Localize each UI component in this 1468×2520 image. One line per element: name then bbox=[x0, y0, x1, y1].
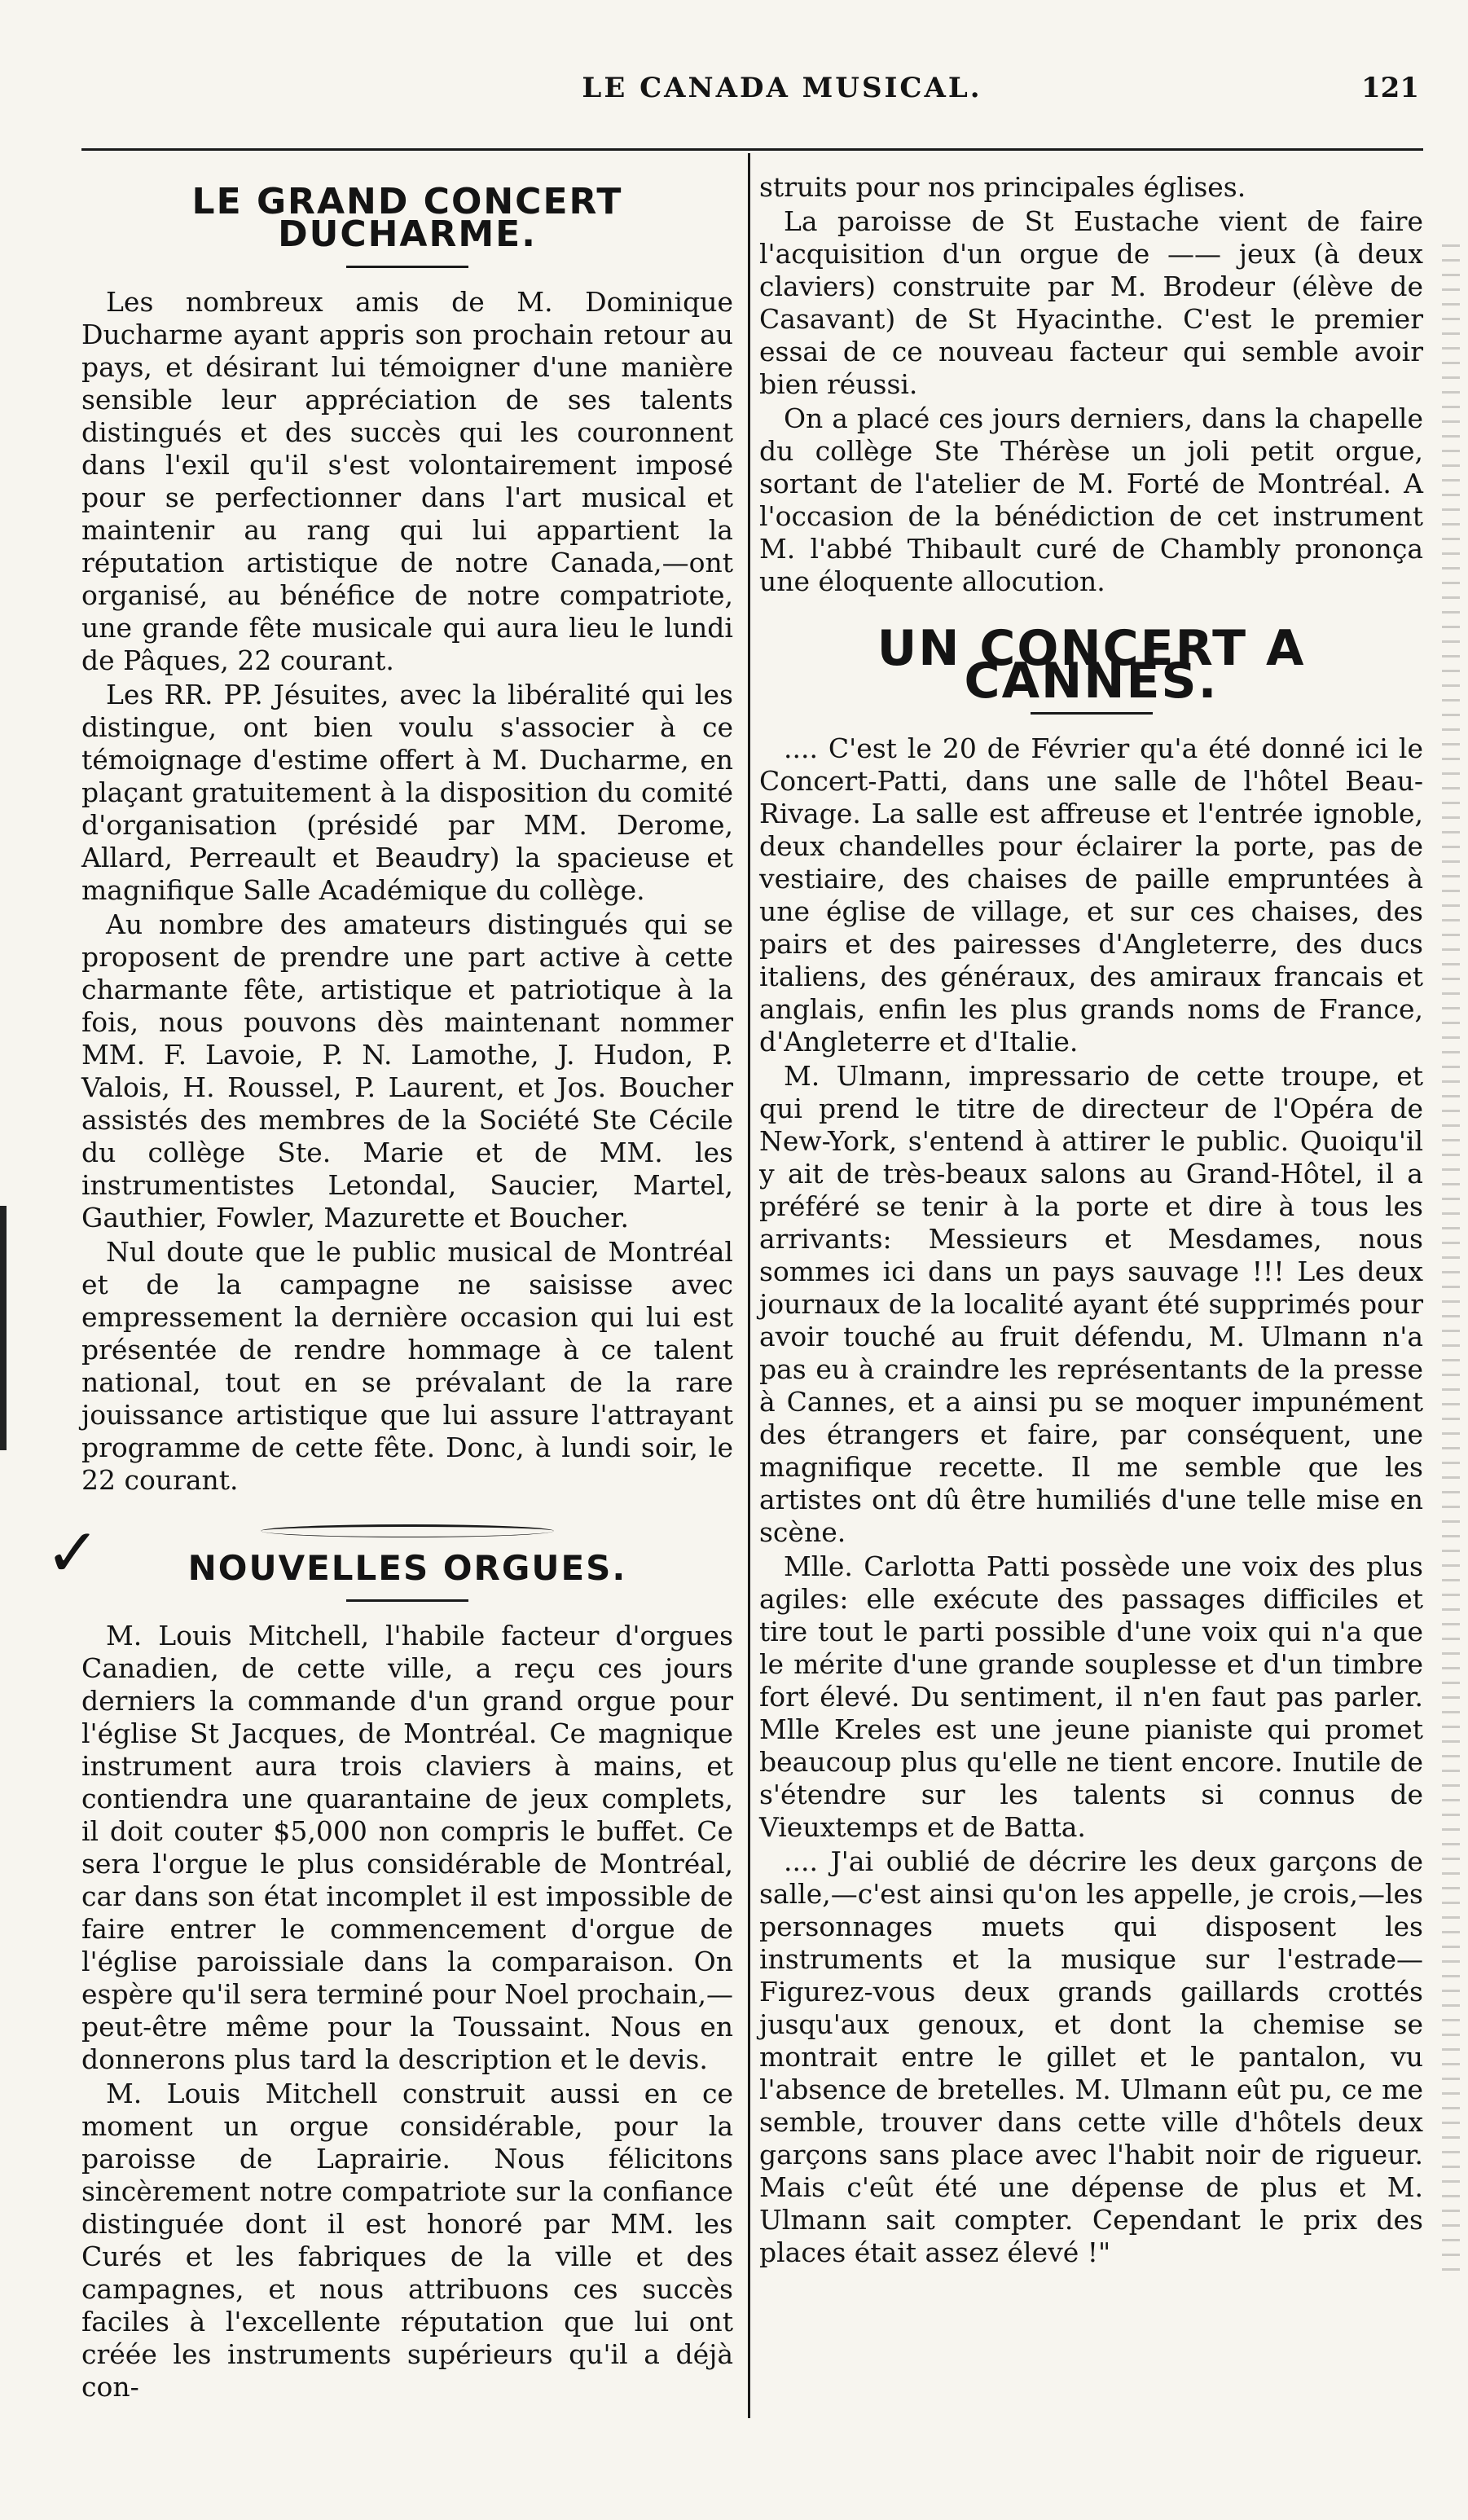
section-ornament-rule bbox=[261, 1524, 554, 1537]
title-rule bbox=[346, 266, 468, 268]
article-paragraph: Au nombre des amateurs distingués qui se proposent de prendre une part active à cette charmante fête, artistique et patriotique à la fois, nous pouvons dès maintenant nommer MM. F. Lavoie, P. N. Lamothe, J. Hudon, P. Valois, H. Roussel, P. Laurent, et Jos. Boucher assistés des membres de la Société Ste Cécile du collège Ste. Marie et de MM. les instrumentistes Letondal, Saucier, Martel, Gauthier, Fowler, Mazurette et Boucher. bbox=[81, 908, 733, 1234]
left-column bbox=[45, 171, 733, 2403]
article-paragraph: Mlle. Carlotta Patti possède une voix des plus agiles: elle exécute des passages difficiles et tire tout le parti possible d'une voix qui n'a que le mérite d'une grande souplesse et d'un timbre fort élevé. Du sentiment, il n'en faut pas parler. Mlle Kreles est une jeune pianiste qui promet beaucoup plus qu'elle ne tient encore. Inutile de s'étendre sur les talents si connus de Vieuxtemps et de Batta. bbox=[759, 1550, 1423, 1843]
article-paragraph: On a placé ces jours derniers, dans la chapelle du collège Ste Thérèse un joli petit orgue, sortant de l'atelier de M. Forté de Montréal. A l'occasion de la bénédiction de cet instrument M. l'abbé Thibault curé de Chambly prononça une éloquente allocution. bbox=[759, 402, 1423, 597]
check-mark-icon: ✓ bbox=[45, 1515, 101, 1592]
article-title-nouvelles-orgues: NOUVELLES ORGUES. bbox=[187, 1548, 627, 1588]
title-rule bbox=[1031, 712, 1153, 715]
column-divider bbox=[748, 153, 750, 2418]
continued-paragraph: struits pour nos principales églises. bbox=[759, 171, 1246, 203]
nouvelles-orgues-heading bbox=[45, 1515, 733, 1592]
running-title: LE CANADA MUSICAL. bbox=[582, 72, 982, 104]
article-paragraph: .... C'est le 20 de Février qu'a été donné ici le Concert-Patti, dans une salle de l'hôtel Beau-Rivage. La salle est affreuse et l'entrée ignoble, deux chandelles pour éclairer la porte, pas de vestiaire, des chaises de paille empruntées à une église de village, et sur ces chaises, des pairs et des pairesses d'Angleterre, des ducs italiens, des généraux, des amiraux francais et anglais, enfin les plus grands noms de France, d'Angleterre et d'Italie. bbox=[759, 732, 1423, 1058]
binding-edge-mark bbox=[0, 1206, 7, 1450]
article-paragraph: Les RR. PP. Jésuites, avec la libéralité qui les distingue, ont bien voulu s'associer à ce témoignage d'estime offert à M. Ducharme, en plaçant gratuitement à la disposition du comité d'organisation (présidé par MM. Derome, Allard, Perreault et Beaudry) la spacieuse et magnifique Salle Académique du collège. bbox=[81, 679, 733, 906]
header-rule bbox=[81, 148, 1423, 151]
article-paragraph: Nul doute que le public musical de Montréal et de la campagne ne saisisse avec empressement la dernière occasion qui lui est présentée de rendre hommage à ce talent national, tout en se prévalant de la rare jouissance artistique que lui assure l'attrayant programme de cette fête. Donc, à lundi soir, le 22 courant. bbox=[81, 1236, 733, 1496]
right-column bbox=[759, 171, 1423, 2403]
article-paragraph: Les nombreux amis de M. Dominique Ducharme ayant appris son prochain retour au pays, et désirant lui témoigner d'une manière sensible leur appréciation de ses talents distingués et des succès qui les couronnent dans l'exil qu'il s'est volontairement imposé pour se perfectionner dans l'art musical et maintenir au rang qui lui appartient la réputation artistique de notre Canada,—ont organisé, au bénéfice de notre compatriote, une grande fête musicale qui aura lieu le lundi de Pâques, 22 courant. bbox=[81, 286, 733, 676]
article-paragraph: M. Louis Mitchell construit aussi en ce moment un orgue considérable, pour la paroisse de Laprairie. Nous félicitons sincèrement notre compatriote sur la confiance distinguée dont il est honoré par MM. les Curés et les fabriques de la ville et des campagnes, et nous attribuons ces succès faciles à l'excellente réputation que lui ont créée les instruments supérieurs qu'il a déjà con- bbox=[81, 2078, 733, 2403]
title-rule bbox=[346, 1599, 468, 1602]
article-title-concert-cannes: UN CONCERT A CANNES. bbox=[877, 620, 1306, 710]
article-paragraph: La paroisse de St Eustache vient de faire l'acquisition d'un orgue de —— jeux (à deux claviers) construite par M. Brodeur (élève de Casavant) de St Hyacinthe. C'est le premier essai de ce nouveau facteur qui semble avoir bien réussi. bbox=[759, 205, 1423, 400]
running-head bbox=[0, 72, 1468, 121]
article-paragraph: M. Ulmann, impressario de cette troupe, et qui prend le titre de directeur de l'Opéra de New-York, s'entend à attirer le public. Quoiqu'il y ait de très-beaux salons au Grand-Hôtel, il a préféré se tenir à la porte et dire à tous les arrivants: Messieurs et Mesdames, nous sommes ici dans un pays sauvage !!! Les deux journaux de la localité ayant été supprimés pour avoir touché au fruit défendu, M. Ulmann n'a pas eu à craindre les représentants de la presse à Cannes, et a ainsi pu se moquer impunément des étrangers et faire, par conséquent, une magnifique recette. Il me semble que les artistes ont dû être humiliés d'une telle mise en scène. bbox=[759, 1060, 1423, 1548]
page-number: 121 bbox=[1361, 72, 1419, 104]
article-paragraph: M. Louis Mitchell, l'habile facteur d'orgues Canadien, de cette ville, a reçu ces jours derniers la commande d'un grand orgue pour l'église St Jacques, de Montréal. Ce magnique instrument aura trois claviers à mains, et contiendra une quarantaine de jeux complets, il doit couter $5,000 non compris le buffet. Ce sera l'orgue le plus considérable de Montréal, car dans son état incomplet il est impossible de faire entrer le commencement d'orgue de l'église paroissiale dans la comparaison. On espère qu'il sera terminé pour Noel prochain,—peut-être même pour la Toussaint. Nous en donnerons plus tard la description et le devis. bbox=[81, 1620, 733, 2075]
article-paragraph: .... J'ai oublié de décrire les deux garçons de salle,—c'est ainsi qu'on les appelle, je crois,—les personnages muets qui disposent les instruments et la musique sur l'estrade—Figurez-vous deux grands gaillards crottés jusqu'aux genoux, et dont la chemise se montrait entre le gillet et le pantalon, vu l'absence de bretelles. M. Ulmann eût pu, ce me semble, trouver dans cette ville d'hôtels deux garçons sans place avec l'habit noir de rigueur. Mais c'eût été une dépense de plus et M. Ulmann sait compter. Cependant le prix des places était assez élevé !" bbox=[759, 1845, 1423, 2268]
scan-edge-noise bbox=[1442, 244, 1460, 2281]
article-title-grand-concert: LE GRAND CONCERT DUCHARME. bbox=[191, 181, 623, 255]
